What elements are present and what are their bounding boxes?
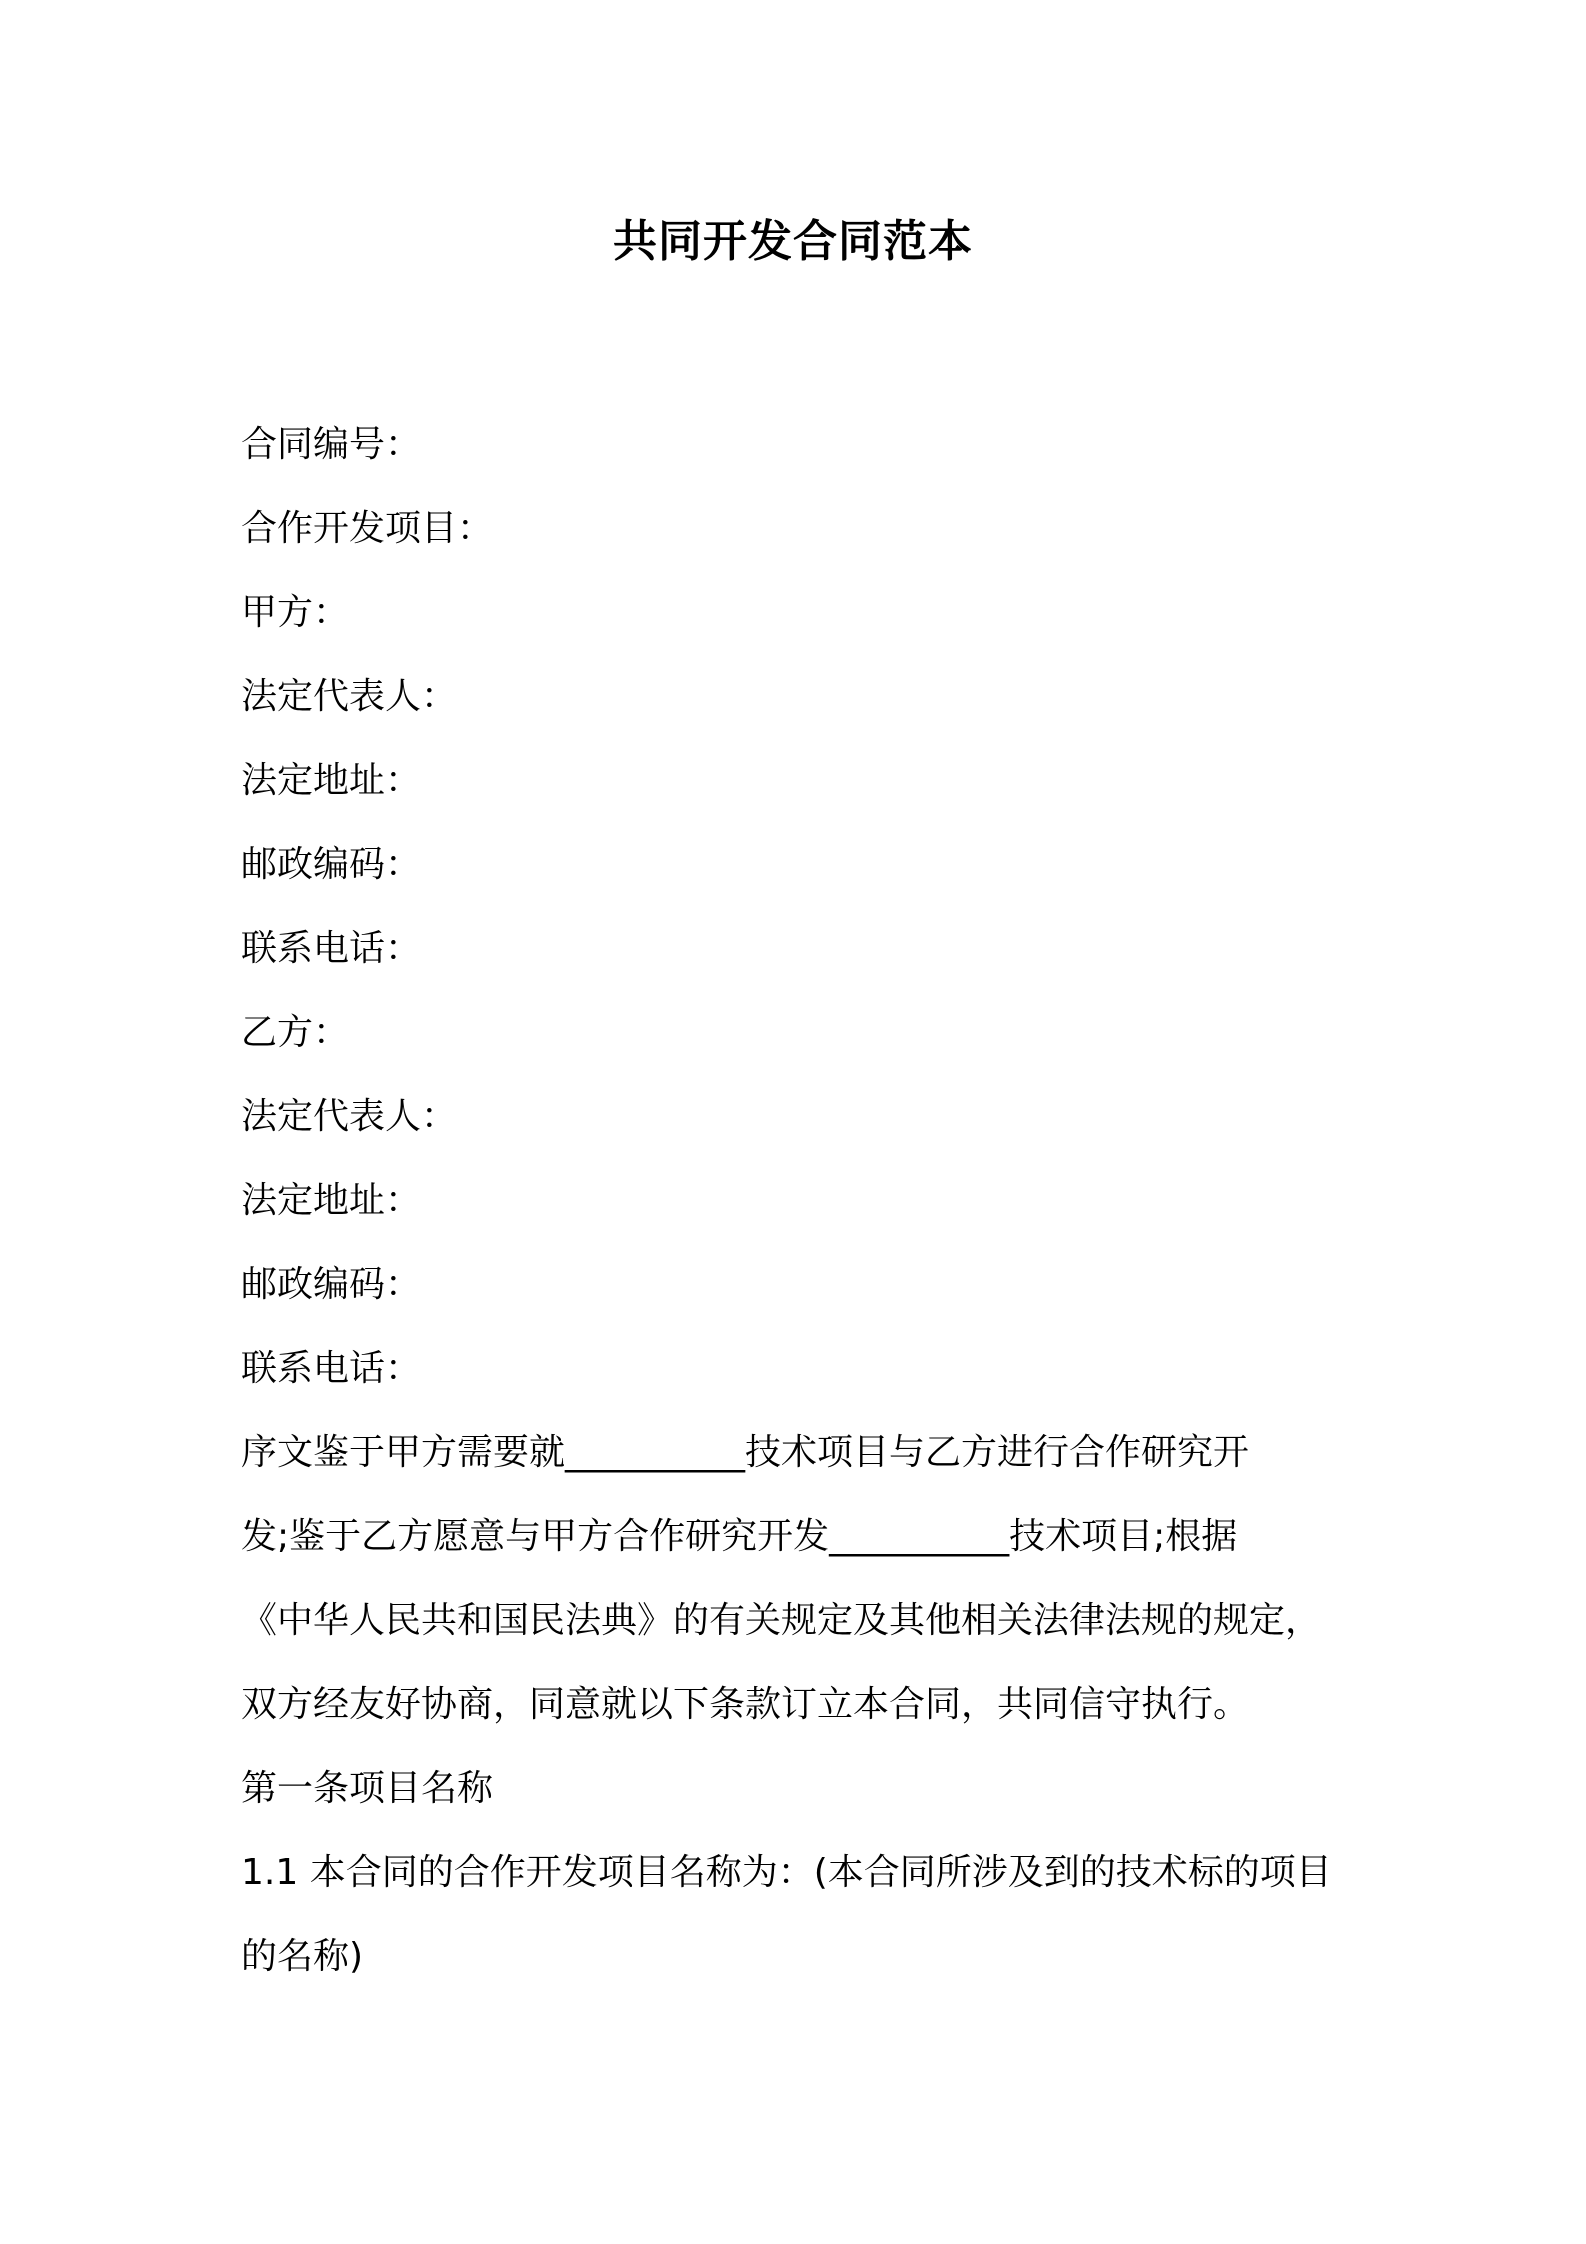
party-b-postal-code-field: 邮政编码： bbox=[241, 1264, 422, 1305]
preamble-line: 双方经友好协商，同意就以下条款订立本合同，共同信守执行。 bbox=[241, 1684, 1250, 1725]
party-b-field: 乙方： bbox=[241, 1012, 350, 1053]
contract-number-field: 合同编号： bbox=[241, 424, 422, 465]
party-b-phone-field: 联系电话： bbox=[241, 1348, 422, 1389]
clause-line: 的名称) bbox=[241, 1936, 364, 1977]
clause-line: 1.1 本合同的合作开发项目名称为：(本合同所涉及到的技术标的项目 bbox=[241, 1852, 1332, 1893]
party-a-field: 甲方： bbox=[241, 592, 350, 633]
article-1-heading: 第一条项目名称 bbox=[241, 1768, 494, 1809]
document-body bbox=[241, 403, 1361, 1999]
project-field: 合作开发项目： bbox=[241, 508, 494, 549]
party-a-postal-code-field: 邮政编码： bbox=[241, 844, 422, 885]
party-b-legal-address-field: 法定地址： bbox=[241, 1180, 422, 1221]
party-a-legal-representative-field: 法定代表人： bbox=[241, 676, 458, 717]
preamble-line: 序文鉴于甲方需要就__________技术项目与乙方进行合作研究开 bbox=[241, 1432, 1250, 1473]
party-b-legal-representative-field: 法定代表人： bbox=[241, 1096, 458, 1137]
document-title: 共同开发合同范本 bbox=[613, 216, 973, 267]
preamble-line: 发;鉴于乙方愿意与甲方合作研究开发__________技术项目;根据 bbox=[241, 1516, 1238, 1557]
clause-1-1-paragraph bbox=[241, 1831, 1361, 1999]
preamble-paragraph bbox=[241, 1411, 1361, 1747]
party-a-legal-address-field: 法定地址： bbox=[241, 760, 422, 801]
preamble-line: 《中华人民共和国民法典》的有关规定及其他相关法律法规的规定， bbox=[241, 1600, 1322, 1641]
party-a-phone-field: 联系电话： bbox=[241, 928, 422, 969]
